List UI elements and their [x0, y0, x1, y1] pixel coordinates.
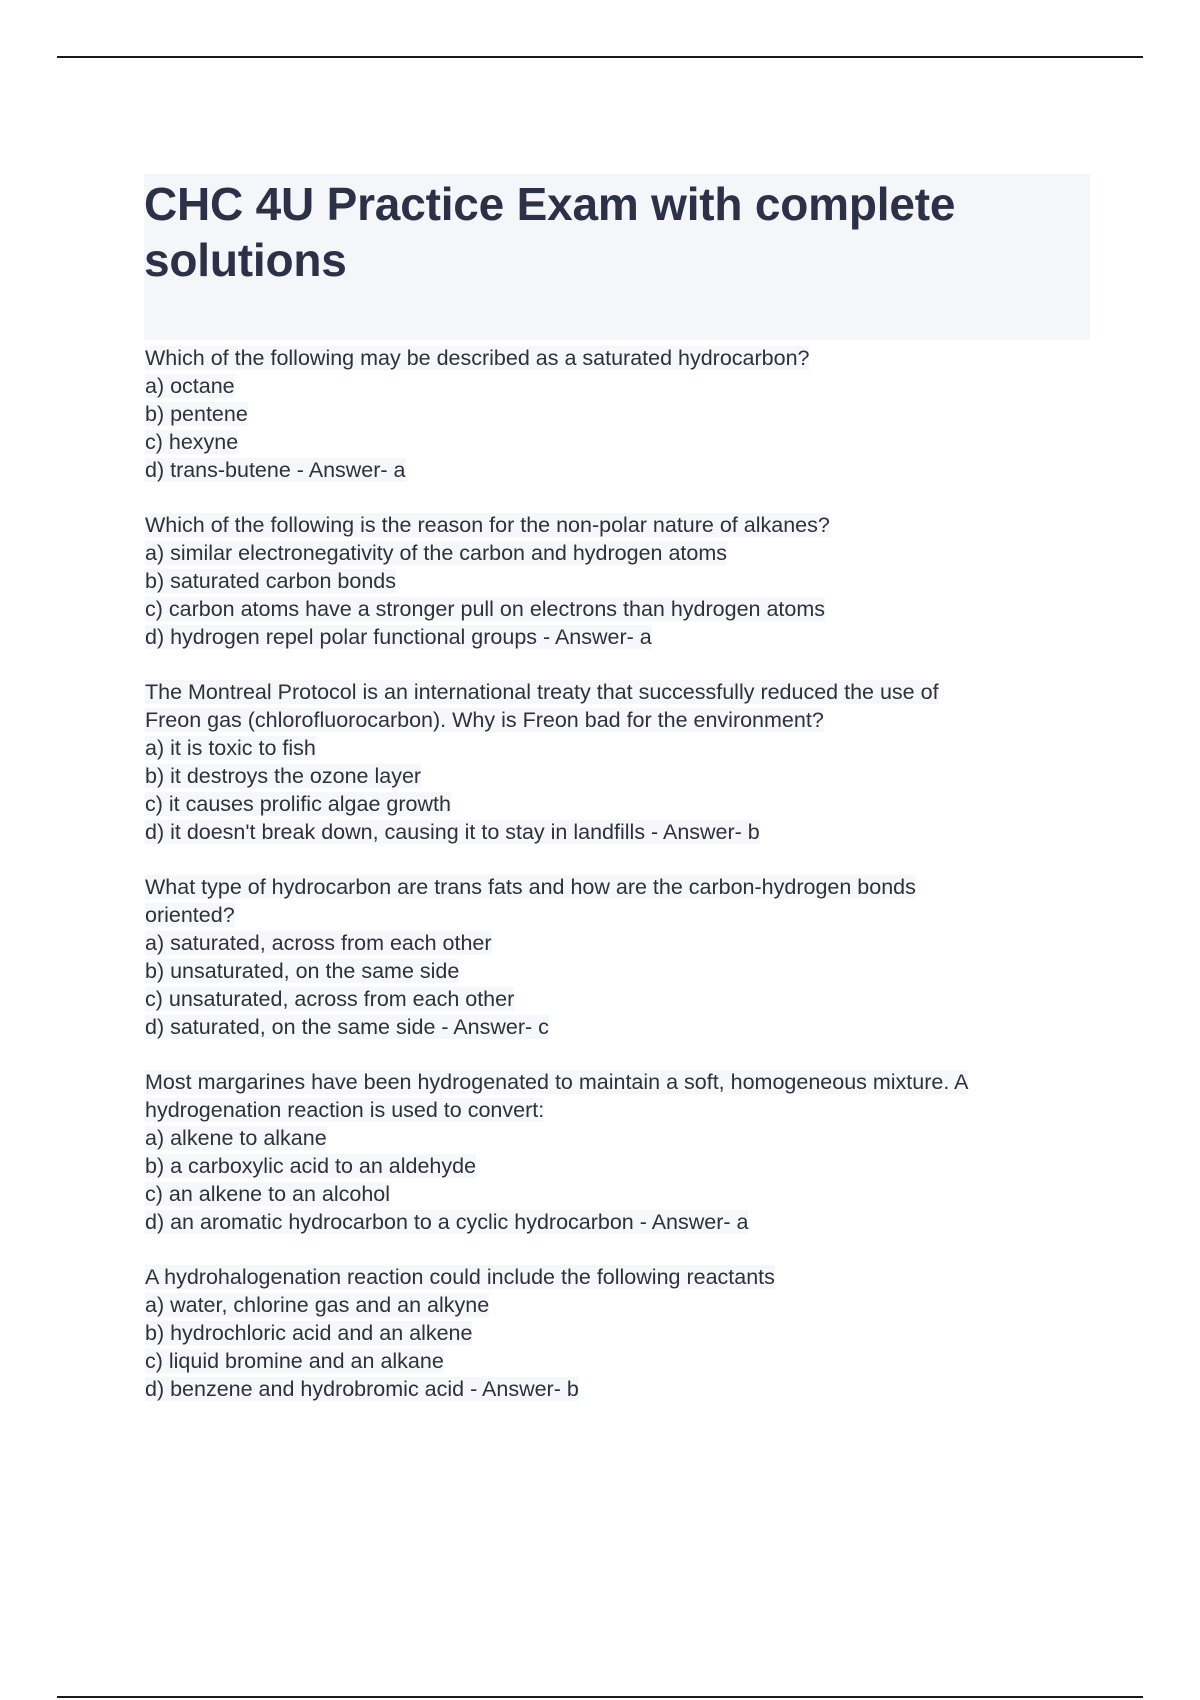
- line-text: d) trans-butene - Answer- a: [145, 458, 406, 482]
- line-text: hydrogenation reaction is used to convert:: [145, 1098, 545, 1122]
- answer-option: [145, 372, 1090, 400]
- answer-option: [145, 623, 1090, 651]
- answer-option: [145, 734, 1090, 762]
- question-text: [145, 678, 1090, 706]
- page-title: [144, 174, 1090, 288]
- answer-option: [145, 706, 1090, 734]
- answer-option: [145, 1013, 1090, 1041]
- line-text: a) water, chlorine gas and an alkyne: [145, 1293, 490, 1317]
- answer-option: [145, 1319, 1090, 1347]
- question-text: [145, 511, 1090, 539]
- answer-option: [145, 818, 1090, 846]
- answer-option: [145, 1375, 1090, 1403]
- line-text: d) benzene and hydrobromic acid - Answer- b: [145, 1377, 579, 1401]
- line-text: b) saturated carbon bonds: [145, 569, 396, 593]
- answer-option: [145, 1096, 1090, 1124]
- line-text: Freon gas (chlorofluorocarbon). Why is Freon bad for the environment?: [145, 708, 824, 732]
- line-text: c) carbon atoms have a stronger pull on electrons than hydrogen atoms: [145, 597, 826, 621]
- answer-option: [145, 1208, 1090, 1236]
- line-text: c) it causes prolific algae growth: [145, 792, 451, 816]
- line-text: b) pentene: [145, 402, 248, 426]
- line-text: c) unsaturated, across from each other: [145, 987, 515, 1011]
- answer-option: [145, 1347, 1090, 1375]
- question-text: [145, 1263, 1090, 1291]
- line-text: a) similar electronegativity of the carbon and hydrogen atoms: [145, 541, 728, 565]
- line-text: b) hydrochloric acid and an alkene: [145, 1321, 473, 1345]
- bottom-rule: [57, 1696, 1143, 1698]
- line-text: The Montreal Protocol is an international treaty that successfully reduced the use of: [145, 680, 939, 704]
- question-text: [145, 1068, 1090, 1096]
- question-block: [145, 678, 1090, 846]
- line-text: b) it destroys the ozone layer: [145, 764, 422, 788]
- question-block: [145, 1263, 1090, 1403]
- answer-option: [145, 790, 1090, 818]
- answer-option: [145, 539, 1090, 567]
- answer-option: [145, 1152, 1090, 1180]
- title-line-1: CHC 4U Practice Exam with complete: [144, 178, 956, 230]
- answer-option: [145, 428, 1090, 456]
- line-text: Which of the following is the reason for the non-polar nature of alkanes?: [145, 513, 830, 537]
- answer-option: [145, 567, 1090, 595]
- line-text: c) an alkene to an alcohol: [145, 1182, 391, 1206]
- answer-option: [145, 595, 1090, 623]
- answer-option: [145, 456, 1090, 484]
- question-text: [145, 873, 1090, 901]
- question-block: [145, 873, 1090, 1041]
- question-list: [145, 344, 1090, 1403]
- answer-option: [145, 901, 1090, 929]
- answer-option: [145, 929, 1090, 957]
- line-text: c) hexyne: [145, 430, 239, 454]
- line-text: a) octane: [145, 374, 235, 398]
- question-block: [145, 511, 1090, 651]
- line-text: b) unsaturated, on the same side: [145, 959, 460, 983]
- question-block: [145, 1068, 1090, 1236]
- line-text: d) hydrogen repel polar functional groups - Answer- a: [145, 625, 652, 649]
- answer-option: [145, 957, 1090, 985]
- line-text: Which of the following may be described as a saturated hydrocarbon?: [145, 346, 810, 370]
- line-text: oriented?: [145, 903, 235, 927]
- line-text: Most margarines have been hydrogenated to maintain a soft, homogeneous mixture. A: [145, 1070, 969, 1094]
- line-text: A hydrohalogenation reaction could include the following reactants: [145, 1265, 775, 1289]
- line-text: a) alkene to alkane: [145, 1126, 327, 1150]
- line-text: a) saturated, across from each other: [145, 931, 492, 955]
- line-text: c) liquid bromine and an alkane: [145, 1349, 444, 1373]
- answer-option: [145, 1291, 1090, 1319]
- title-block: [144, 174, 1090, 340]
- line-text: a) it is toxic to fish: [145, 736, 316, 760]
- line-text: d) an aromatic hydrocarbon to a cyclic hydrocarbon - Answer- a: [145, 1210, 749, 1234]
- line-text: d) saturated, on the same side - Answer- c: [145, 1015, 549, 1039]
- answer-option: [145, 762, 1090, 790]
- answer-option: [145, 1180, 1090, 1208]
- question-block: [145, 344, 1090, 484]
- answer-option: [145, 985, 1090, 1013]
- line-text: b) a carboxylic acid to an aldehyde: [145, 1154, 477, 1178]
- top-rule: [57, 56, 1143, 58]
- document-content: [145, 174, 1090, 1430]
- answer-option: [145, 400, 1090, 428]
- line-text: What type of hydrocarbon are trans fats and how are the carbon-hydrogen bonds: [145, 875, 916, 899]
- line-text: d) it doesn't break down, causing it to stay in landfills - Answer- b: [145, 820, 760, 844]
- title-line-2: solutions: [144, 234, 347, 286]
- answer-option: [145, 1124, 1090, 1152]
- question-text: [145, 344, 1090, 372]
